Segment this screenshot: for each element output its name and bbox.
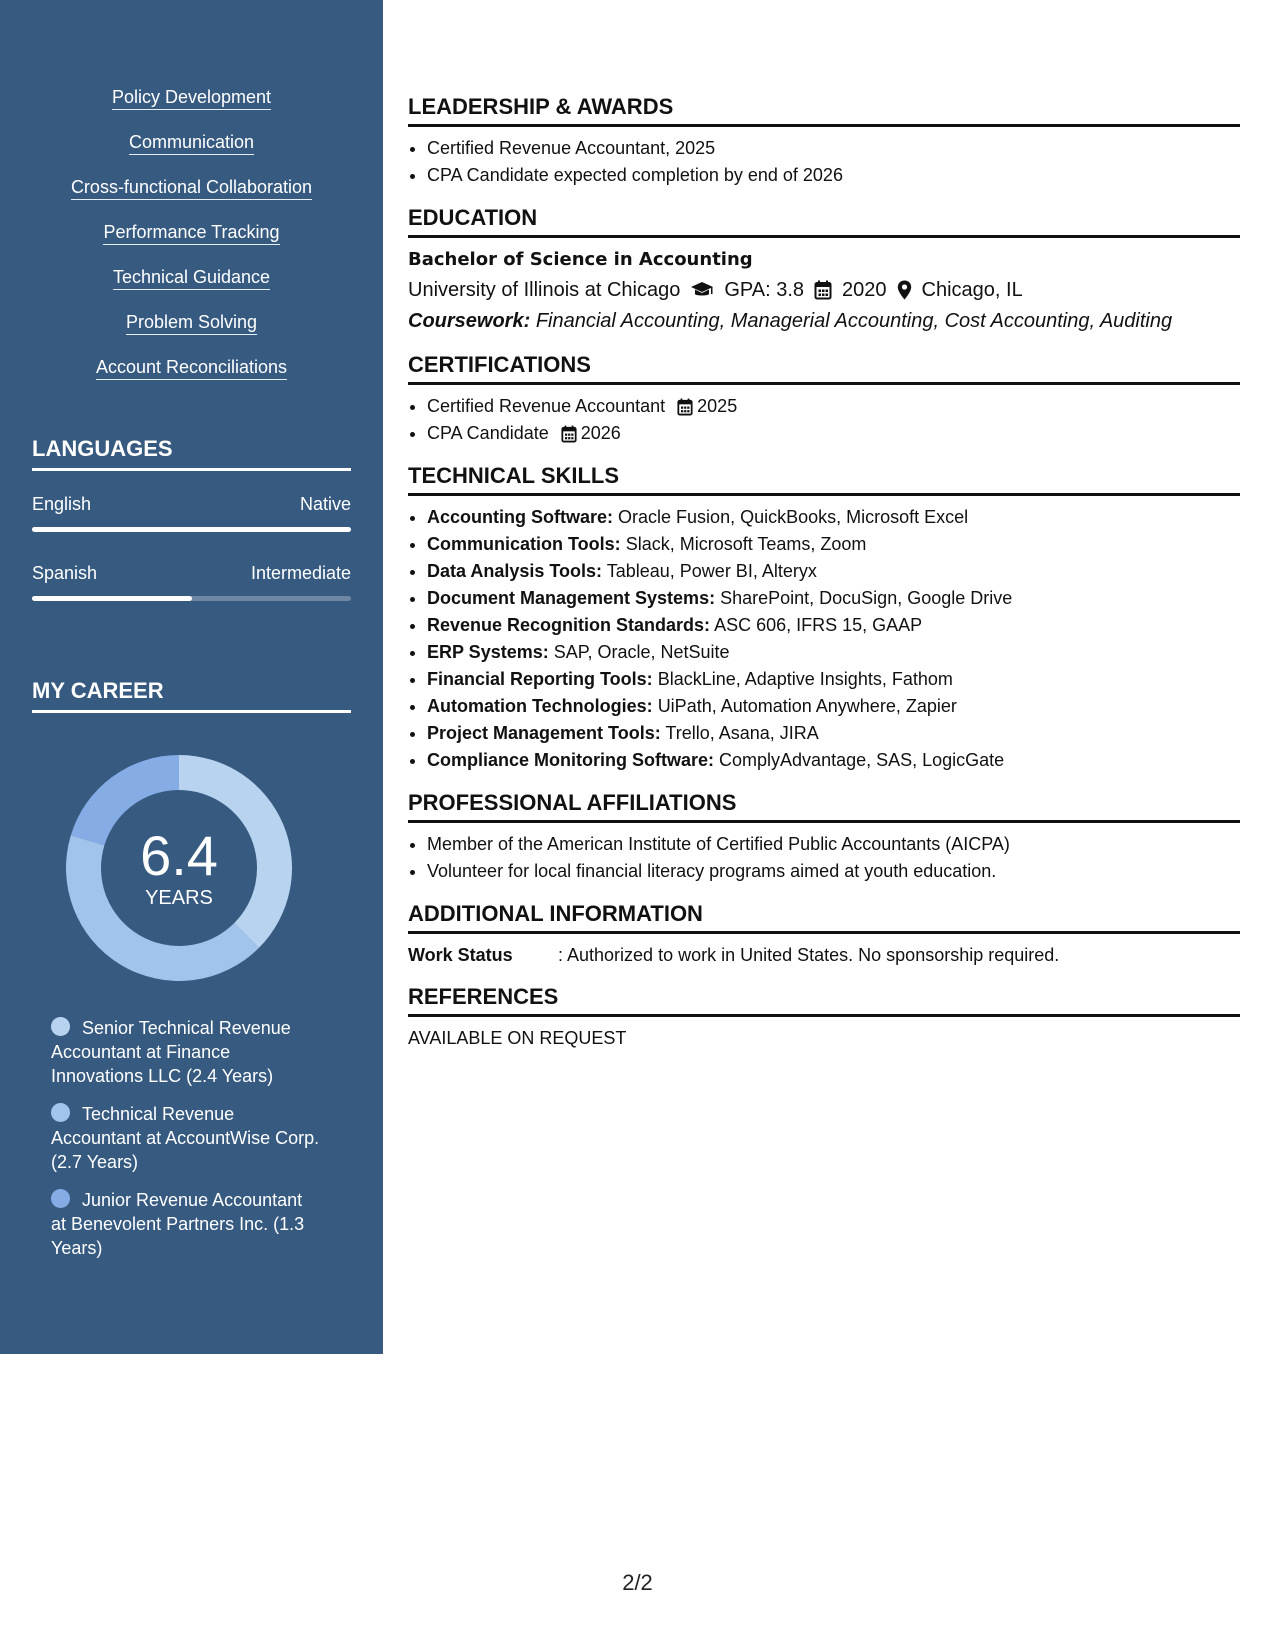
section-title: PROFESSIONAL AFFILIATIONS: [408, 790, 1240, 823]
skill-item: Technical Guidance: [113, 266, 270, 290]
calendar-icon: [814, 280, 832, 300]
work-status-value: : Authorized to work in United States. No sponsorship required.: [558, 945, 1060, 965]
references-section: [408, 984, 1240, 1051]
list-item: • Certified Revenue Accountant, 2025: [427, 135, 1240, 162]
skill-category: Communication Tools:: [427, 534, 621, 554]
section-title: LEADERSHIP & AWARDS: [408, 94, 1240, 127]
school-location: Chicago, IL: [921, 279, 1023, 301]
skill-category: Financial Reporting Tools:: [427, 669, 653, 689]
skill-category: Accounting Software:: [427, 507, 614, 527]
calendar-icon: [561, 425, 577, 443]
skill-values: Oracle Fusion, QuickBooks, Microsoft Excel: [618, 507, 969, 527]
gpa: GPA: 3.8: [724, 279, 805, 301]
language-english: [32, 494, 351, 532]
language-level: Native: [299, 494, 351, 514]
affiliations-section: [408, 790, 1240, 885]
career-label: Senior Technical Revenue Accountant at Finance Innovations LLC (2.4 Years): [51, 1018, 291, 1086]
career-donut: [66, 755, 292, 981]
career-label: Technical Revenue Accountant at AccountWise Corp. (2.7 Years): [51, 1104, 320, 1172]
language-bar-fill: [32, 527, 351, 532]
cert-year: 2025: [697, 396, 738, 416]
list-item: [427, 720, 1240, 747]
language-bar: [32, 596, 351, 601]
list-item: [427, 585, 1240, 612]
skill-category: Document Management Systems:: [427, 588, 716, 608]
main-content: [408, 94, 1240, 1067]
language-name: English: [32, 494, 92, 514]
work-status: [408, 942, 1240, 968]
skill-category: Automation Technologies:: [427, 696, 653, 716]
list-item: [427, 612, 1240, 639]
language-name: Spanish: [32, 563, 98, 583]
language-bar: [32, 527, 351, 532]
career-total-unit: YEARS: [145, 886, 213, 909]
career-item: [51, 1188, 321, 1260]
list-item: [427, 666, 1240, 693]
skill-category: Compliance Monitoring Software:: [427, 750, 715, 770]
skill-values: ComplyAdvantage, SAS, LogicGate: [719, 750, 1005, 770]
affiliations-list: [408, 831, 1240, 885]
skill-values: BlackLine, Adaptive Insights, Fathom: [657, 669, 953, 689]
skill-values: UiPath, Automation Anywhere, Zapier: [657, 696, 957, 716]
list-item: [427, 747, 1240, 774]
sidebar: [0, 0, 383, 1354]
skill-category: ERP Systems:: [427, 642, 549, 662]
language-level: Intermediate: [250, 563, 351, 583]
work-status-label: Work Status: [408, 945, 513, 965]
list-item: • CPA Candidate expected completion by end of 2026: [427, 162, 1240, 189]
career-list: [51, 1016, 321, 1274]
section-title: EDUCATION: [408, 205, 1240, 238]
skill-item: Communication: [129, 131, 254, 155]
career-dot-icon: [51, 1103, 70, 1122]
cert-name: • Certified Revenue Accountant: [427, 396, 666, 416]
coursework-label: Coursework:: [408, 310, 531, 332]
list-item: [427, 504, 1240, 531]
calendar-icon: [677, 398, 693, 416]
career-dot-icon: [51, 1189, 70, 1208]
skills-list: [0, 86, 383, 401]
section-title: REFERENCES: [408, 984, 1240, 1017]
career-item: [51, 1016, 321, 1088]
certifications-section: [408, 352, 1240, 447]
graduation-year: 2020: [842, 279, 887, 301]
skill-category: Project Management Tools:: [427, 723, 661, 743]
coursework-list: Financial Accounting, Managerial Accounting, Cost Accounting, Auditing: [535, 310, 1173, 332]
degree-title: Bachelor of Science in Accounting: [408, 249, 753, 270]
list-item: • Member of the American Institute of Certified Public Accountants (AICPA): [427, 831, 1240, 858]
section-title: CERTIFICATIONS: [408, 352, 1240, 385]
list-item: • Volunteer for local financial literacy programs aimed at youth education.: [427, 858, 1240, 885]
career-item: [51, 1102, 321, 1174]
school-name: University of Illinois at Chicago: [408, 279, 681, 301]
languages-heading: LANGUAGES: [32, 436, 351, 471]
education-section: [408, 205, 1240, 336]
cert-year: 2026: [580, 423, 621, 443]
leadership-list: [408, 135, 1240, 189]
list-item: [427, 693, 1240, 720]
skill-item: Policy Development: [112, 86, 271, 110]
education-details: [408, 274, 1240, 306]
skill-item: Account Reconciliations: [96, 356, 287, 380]
career-donut-center: [66, 755, 292, 981]
skill-item: Cross-functional Collaboration: [71, 176, 312, 200]
career-heading: MY CAREER: [32, 678, 351, 713]
language-spanish: [32, 563, 351, 601]
skill-item: Performance Tracking: [103, 221, 279, 245]
list-item: [427, 531, 1240, 558]
career-total-years: 6.4: [140, 823, 218, 887]
career-dot-icon: [51, 1017, 70, 1036]
additional-info-section: [408, 901, 1240, 968]
skill-category: Data Analysis Tools:: [427, 561, 603, 581]
skill-category: Revenue Recognition Standards:: [427, 615, 711, 635]
skill-values: ASC 606, IFRS 15, GAAP: [714, 615, 923, 635]
technical-skills-list: [408, 504, 1240, 774]
location-pin-icon: [897, 280, 912, 300]
skill-values: SAP, Oracle, NetSuite: [553, 642, 730, 662]
list-item: [427, 420, 1240, 447]
list-item: [427, 558, 1240, 585]
skill-values: Slack, Microsoft Teams, Zoom: [625, 534, 867, 554]
leadership-section: [408, 94, 1240, 189]
language-bar-fill: [32, 596, 192, 601]
cert-name: • CPA Candidate: [427, 423, 549, 443]
skill-values: Tableau, Power BI, Alteryx: [606, 561, 817, 581]
skill-values: Trello, Asana, JIRA: [665, 723, 819, 743]
section-title: TECHNICAL SKILLS: [408, 463, 1240, 496]
skill-values: SharePoint, DocuSign, Google Drive: [720, 588, 1013, 608]
technical-skills-section: [408, 463, 1240, 774]
career-label: Junior Revenue Accountant at Benevolent Partners Inc. (1.3 Years): [51, 1190, 305, 1258]
section-title: ADDITIONAL INFORMATION: [408, 901, 1240, 934]
list-item: [427, 639, 1240, 666]
references-text: AVAILABLE ON REQUEST: [408, 1028, 627, 1048]
list-item: [427, 393, 1240, 420]
coursework: [408, 306, 1240, 336]
graduation-cap-icon: [690, 281, 714, 299]
skill-item: Problem Solving: [126, 311, 257, 335]
certifications-list: [408, 393, 1240, 447]
page-number: 2/2: [622, 1570, 653, 1595]
